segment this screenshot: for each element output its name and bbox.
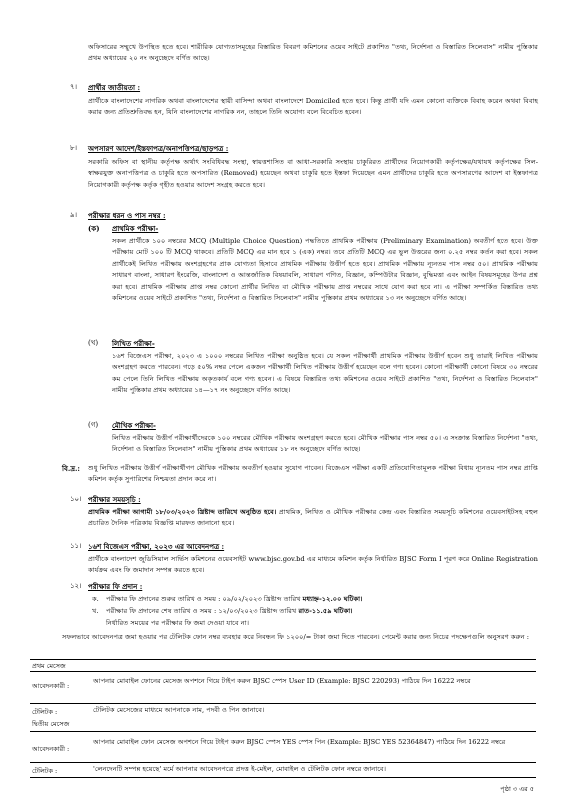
fee-payment-para: সফলভাবে আবেদনপত্র জমা হওয়ার পর টেলিটক ফোন নম্বর ব্যবহার করে নিবন্ধন ফি ১২০০/= টাকা জমা দিতে পারবেন। পেমেন্ট করার জন্য নিচের পদক্ষেপগুলি অনুসরণ করুন : [62, 633, 529, 641]
section-10-text: প্রাথমিক, লিখিত ও মৌখিক পরীক্ষার কেন্দ্র এবং বিস্তারিত সময়সূচি কমিশনের ওয়েবসাইটসহ বহুল প্রচারিত দৈনিক পত্রিকায় বিজ্ঞপ্তি মারফত জানানো হবে। [88, 508, 538, 528]
section-10-body [88, 507, 538, 530]
section-9a-body: সকল প্রার্থীকে ১০০ নম্বরের MCQ (Multiple Choice Question) পদ্ধতিতে প্রাথমিক পরীক্ষায় (Preliminary Examination) অবতীর্ণ হতে হবে। উক্ত পরীক্ষায় মোট ১০০ টি MCQ থাকবে। প্রতিটি MCQ এর মান হবে ১ (এক) নম্বর। তবে প্রতিটি MCQ এর ভুল উত্তরের জন্য ০.২৫ নম্বর কর্তন করা হবে। সকল প্রার্থীকেই লিখিত পরীক্ষায় অংশগ্রহণের প্রাক যোগ্যতা হিসাবে প্রাথমিক পরীক্ষায় উত্তীর্ণ হতে হবে। প্রাথমিক পরীক্ষায় ন্যূনতম পাস নম্বর ৫০। প্রাথমিক পরীক্ষায় সাধারণ বাংলা, সাধারণ ইংরেজি, বাংলাদেশ ও আন্তর্জাতিক বিষয়াবলি, সাধারণ গণিত, বিজ্ঞান, কম্পিউটার বিজ্ঞান, বুদ্ধিমত্তা এবং আইন বিষয়সমূহের উপর প্রশ্ন করা হবে। প্রাথমিক পরীক্ষায় প্রাপ্ত নম্বর কোনো প্রার্থীর লিখিত বা মৌখিক পরীক্ষায় প্রাপ্ত নম্বরের সাথে যোগ করা হবে না। এ পরীক্ষা সম্পর্কিত বিস্তারিত তথ্য কমিশনের ওয়েব সাইটে প্রকাশিত "তথ্য, নির্দেশনা ও বিস্তারিত সিলেবাস" নামীয় পুস্তিকার প্রথম অধ্যায়ের ১৩ নং অনুচ্ছেদে বর্ণিত আছে। [112, 237, 538, 303]
sms-row4-label: টেলিটক : [32, 767, 58, 775]
section-11-heading: ১৬শ বিজেএস পরীক্ষা, ২০২৩ এর আবেদনপত্র : [88, 542, 225, 551]
sms-row2-body: টেলিটক মেসেজের মাধ্যমে আপনাকে নাম, পদবী ও পিন জানাবে। [93, 706, 265, 714]
section-9c-number: (গ) [88, 421, 99, 429]
page-number: পৃষ্ঠা ৩ এর ৫ [500, 785, 534, 793]
section-9b-body: ১৬শ বিজেএস পরীক্ষা, ২০২৩ এ ১০০০ নম্বরের লিখিত পরীক্ষা অনুষ্ঠিত হবে। যে সকল পরীক্ষার্থী প্রাথমিক পরীক্ষায় উত্তীর্ণ হবেন শুধু তারাই লিখিত পরীক্ষায় অংশগ্রহণ করতে পারবেন। গড়ে ৫০% নম্বর পেলে একজন পরীক্ষার্থী লিখিত পরীক্ষায় উত্তীর্ণ হয়েছেন বলে গণ্য হবেন। কোনো পরীক্ষার্থী কোনো বিষয়ে ৩০ নম্বরের কম পেলে তিনি লিখিত পরীক্ষায় অকৃতকার্য বলে গণ্য হবেন। এ বিষয়ে বিস্তারিত তথ্য কমিশনের ওয়েব সাইটে প্রকাশিত "তথ্য, নির্দেশনা ও বিস্তারিত সিলেবাস" নামীয় পুস্তিকার প্রথম অধ্যায়ের ১৪—১৭ নং অনুচ্ছেদে বর্ণিত আছে। [112, 352, 538, 395]
sms-row1-label: আবেদনকারী : [32, 682, 70, 690]
sms-row1-body: আপনার মোবাইল ফোনের মেসেজ অপশনে গিয়ে টাইপ করুন BJSC স্পেস User ID (Example: BJSC 220293) পাঠিয়ে দিন 16222 নম্বরে [93, 677, 471, 685]
section-8-heading: অপসারণ আদেশ/ইস্তফাপত্র/অনাপত্তিপত্র/ছাড়পত্র : [88, 144, 229, 153]
sms-line-4 [30, 762, 536, 763]
section-10-number: ১০। [70, 495, 82, 503]
sms-row3-body: আপনার মোবাইল ফোন মেসেজ অপশনে গিয়ে টাইপ করুন BJSC স্পেস YES স্পেস পিন (Example: BJSC YES 52364847) পাঠিয়ে দিন 16222 নম্বরে [93, 738, 506, 746]
sms-row2-label: টেলিটক : [32, 708, 58, 716]
fee-start-text: পরীক্ষার ফি প্রদানের শুরুর তারিখ ও সময় : ০৯/০২/২০২৩ খ্রিষ্টাব্দ তারিখ [106, 595, 303, 603]
fee-end-text: পরীক্ষার ফি প্রদানের শেষ তারিখ ও সময় : ১২/০৩/২০২৩ খ্রিষ্টাব্দ তারিখ [106, 607, 299, 615]
sms-row3-label: আবেদনকারী : [32, 745, 70, 753]
section-7-heading: প্রার্থীর জাতীয়তা : [88, 83, 141, 92]
section-9b-heading: লিখিত পরীক্ষা- [112, 339, 155, 348]
section-8-number: ৮। [70, 144, 78, 152]
section-11-body: প্রার্থীকে বাংলাদেশ জুডিসিয়াল সার্ভিস কমিশনের ওয়েবসাইট www.bjsc.gov.bd এর মাধ্যমে কমিশন কর্তৃক নির্ধারিত BJSC Form I পূরণ করে Online Registration কার্যক্রম এবং ফি জমাদান সম্পন্ন করতে হবে। [88, 555, 538, 575]
section-11-number: ১১। [70, 542, 82, 550]
fee-start-label: ক. [92, 595, 99, 603]
section-9a-heading: প্রাথমিক পরীক্ষা- [112, 224, 159, 233]
sms-second-title: দ্বিতীয় মেসেজ [32, 720, 70, 728]
section-9a-number: (ক) [88, 224, 100, 233]
fee-start-time: মধ্যাহ্ন-১২.০০ ঘটিকা। [302, 595, 363, 603]
section-8-body: সরকারি অফিস বা স্থানীয় কর্তৃপক্ষ অর্থাৎ সংবিধিবদ্ধ সংস্থা, স্বায়ত্তশাসিত বা আধা-সরকারি সংস্থায় চাকুরিরত প্রার্থীদের নিয়োগকারী কর্তৃপক্ষের/যথাযথ কর্তৃপক্ষের সিল-স্বাক্ষরযুক্ত অনাপত্তিপত্র ও চাকুরি হতে অপসারিত (Removed) হয়েছেন অথবা চাকুরি হতে ইস্তফা দিয়েছেন এমন প্রার্থীদের চাকুরি হতে অপসারণের আদেশ বা ইস্তফাপত্র নিয়োগকারী কর্তৃপক্ষ কর্তৃক গৃহীত হওয়ার আদেশ সংগ্রহ করতে হবে। [88, 158, 538, 189]
fee-start-row [106, 594, 538, 605]
sms-line-1 [30, 671, 536, 672]
note-body: শুধু লিখিত পরীক্ষায় উত্তীর্ণ পরীক্ষার্থীগণ মৌখিক পরীক্ষায় অবতীর্ণ হওয়ার সুযোগ পাবেন। বিজেএস পরীক্ষা একটি প্রতিযোগিতামূলক পরীক্ষা বিধায় ন্যূনতম পাস নম্বর প্রাপ্তি কমিশন কর্তৃক সুপারিশের নিশ্চয়তা প্রদান করে না। [88, 464, 538, 484]
sms-table-top-line [30, 659, 536, 660]
section-9-number: ৯। [70, 211, 78, 219]
section-9c-heading: মৌখিক পরীক্ষা- [112, 421, 156, 430]
note-label: বি.দ্র.: [62, 464, 81, 473]
sms-line-2 [30, 703, 536, 704]
section-10-heading: পরীক্ষার সময়সূচি : [88, 495, 141, 504]
sms-row4-body: 'লেনদেনটি সম্পন্ন হয়েছে' মর্মে আপনার আবেদনপত্রে প্রদত্ত ই-মেইল, মোবাইল ও টেলিটক ফোন নম্বরে জানাবে। [93, 765, 387, 773]
section-7-number: ৭। [70, 83, 78, 91]
section-9c-body: লিখিত পরীক্ষায় উত্তীর্ণ পরীক্ষার্থীদেরকে ১০০ নম্বরের মৌখিক পরীক্ষায় অংশগ্রহণ করতে হবে। মৌখিক পরীক্ষার পাস নম্বর ৫০। এ সংক্রান্ত বিস্তারিত নির্দেশনা "তথ্য, নির্দেশনা ও বিস্তারিত সিলেবাস" নামীয় পুস্তিকার প্রথম অধ্যায়ের ১৮ নং অনুচ্ছেদে বর্ণিত আছে। [112, 434, 538, 454]
section-9b-number: (খ) [88, 339, 99, 347]
section-10-bold: প্রাথমিক পরীক্ষা আগামী ১৮/০৩/২০২৩ খ্রিষ্টাব্দ তারিখে অনুষ্ঠিত হবে। [88, 508, 277, 516]
fee-end-row [106, 606, 538, 617]
sms-first-title: প্রথম মেসেজ [32, 662, 66, 670]
fee-deadline-note: নির্ধারিত সময়ের পর পরীক্ষার ফি জমা দেওয়া যাবে না। [106, 619, 250, 627]
section-7-body: প্রার্থীকে বাংলাদেশের নাগরিক অথবা বাংলাদেশের স্থায়ী বাসিন্দা অথবা বাংলাদেশে Domiciled হতে হবে। কিন্তু প্রার্থী যদি এমন কোনো ব্যক্তিকে বিবাহ করেন অথবা বিবাহ করার জন্য প্রতিশ্রুতিবদ্ধ হন, যিনি বাংলাদেশের নাগরিক নন, তাহলে তিনি অযোগ্য বলে বিবেচিত হবেন। [88, 97, 538, 117]
section-12-heading: পরীক্ষার ফি প্রদান : [88, 582, 143, 591]
sms-table-bottom-line [30, 777, 536, 778]
section-12-number: ১২। [70, 582, 82, 590]
section-6-continuation: অফিসারের সম্মুখে উপস্থিত হতে হবে। শারীরিক যোগ্যতাসমূহের বিস্তারিত বিবরণ কমিশনের ওয়েব সাইটে প্রকাশিত "তথ্য, নির্দেশনা ও বিস্তারিত সিলেবাস" নামীয় পুস্তিকার প্রথম অধ্যায়ের ২০ নং অনুচ্ছেদে বর্ণিত আছে। [88, 43, 538, 63]
fee-end-label: খ. [92, 607, 99, 615]
section-9-heading: পরীক্ষার ধরন ও পাস নম্বর : [88, 211, 166, 220]
sms-line-3 [30, 731, 536, 732]
fee-end-time: রাত-১১.৫৯ ঘটিকা। [298, 607, 353, 615]
